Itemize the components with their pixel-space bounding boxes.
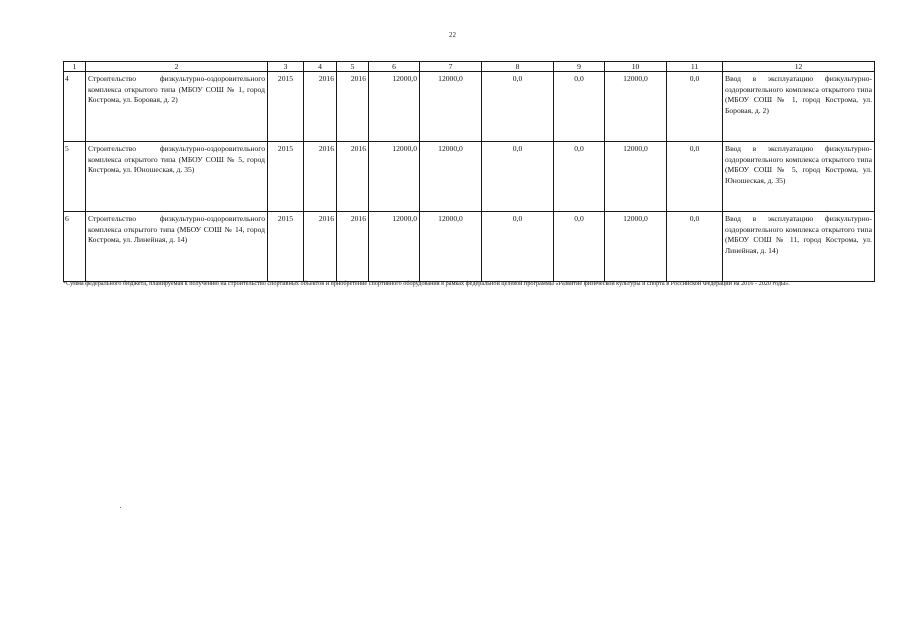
cell-col8: 0,0: [482, 142, 554, 212]
cell-col7: 12000,0: [420, 212, 482, 282]
column-header: 6: [369, 62, 420, 72]
cell-col10: 12000,0: [605, 142, 667, 212]
cell-col11: 0,0: [667, 142, 723, 212]
cell-col9: 0,0: [554, 72, 605, 142]
page-number: 22: [449, 31, 456, 39]
row-index: 5: [64, 142, 86, 212]
column-header: 2: [86, 62, 268, 72]
cell-col9: 0,0: [554, 142, 605, 212]
row-index: 4: [64, 72, 86, 142]
cell-col8: 0,0: [482, 212, 554, 282]
column-header: 11: [667, 62, 723, 72]
column-header: 3: [268, 62, 304, 72]
cell-col5: 2016: [337, 72, 369, 142]
cell-col7: 12000,0: [420, 72, 482, 142]
cell-col11: 0,0: [667, 212, 723, 282]
cell-col11: 0,0: [667, 72, 723, 142]
expected-result: Ввод в эксплуатацию физкультурно-оздоровительного комплекса открытого типа (МБОУ СОШ № 1, город Кострома, ул. Боровая, д. 2): [723, 72, 875, 142]
cell-col3: 2015: [268, 212, 304, 282]
column-header: 1: [64, 62, 86, 72]
object-name: Строительство физкультурно-оздоровительного комплекса открытого типа (МБОУ СОШ № 14, город Кострома, ул. Линейная, д. 14): [86, 212, 268, 282]
cell-col10: 12000,0: [605, 72, 667, 142]
cell-col6: 12000,0: [369, 142, 420, 212]
cell-col4: 2016: [304, 212, 337, 282]
cell-col7: 12000,0: [420, 142, 482, 212]
column-header: 8: [482, 62, 554, 72]
cell-col8: 0,0: [482, 72, 554, 142]
row-index: 6: [64, 212, 86, 282]
cell-col10: 12000,0: [605, 212, 667, 282]
table-row: [64, 142, 875, 212]
cell-col3: 2015: [268, 72, 304, 142]
cell-col5: 2016: [337, 142, 369, 212]
cell-col4: 2016: [304, 72, 337, 142]
cell-col5: 2016: [337, 212, 369, 282]
cell-col6: 12000,0: [369, 212, 420, 282]
footnote: *Сумма федерального бюджета, планируемая к получению на строительство спортивных объектов и приобретение спортивного оборудования в рамках федеральной целевой программы «Развитие физической культуры и спорта в Российской Федерации на 2016 - 2020 годы».: [63, 280, 790, 287]
column-header: 5: [337, 62, 369, 72]
table-row: [64, 72, 875, 142]
cell-col6: 12000,0: [369, 72, 420, 142]
table-row: [64, 212, 875, 282]
cell-col4: 2016: [304, 142, 337, 212]
object-name: Строительство физкультурно-оздоровительного комплекса открытого типа (МБОУ СОШ № 5, город Кострома, ул. Юношеская, д. 35): [86, 142, 268, 212]
cell-col9: 0,0: [554, 212, 605, 282]
column-header: 4: [304, 62, 337, 72]
table-header-row: [64, 62, 875, 72]
object-name: Строительство физкультурно-оздоровительного комплекса открытого типа (МБОУ СОШ № 1, город Кострома, ул. Боровая, д. 2): [86, 72, 268, 142]
expected-result: Ввод в эксплуатацию физкультурно-оздоровительного комплекса открытого типа (МБОУ СОШ № 5, город Кострома, ул. Юношеская, д. 35): [723, 142, 875, 212]
column-header: 12: [723, 62, 875, 72]
column-header: 9: [554, 62, 605, 72]
expected-result: Ввод в эксплуатацию физкультурно-оздоровительного комплекса открытого типа (МБОУ СОШ № 11, город Кострома, ул. Линейная, д. 14): [723, 212, 875, 282]
column-header: 10: [605, 62, 667, 72]
program-table: [63, 61, 875, 282]
column-header: 7: [420, 62, 482, 72]
cell-col3: 2015: [268, 142, 304, 212]
scan-speck: [120, 507, 121, 508]
